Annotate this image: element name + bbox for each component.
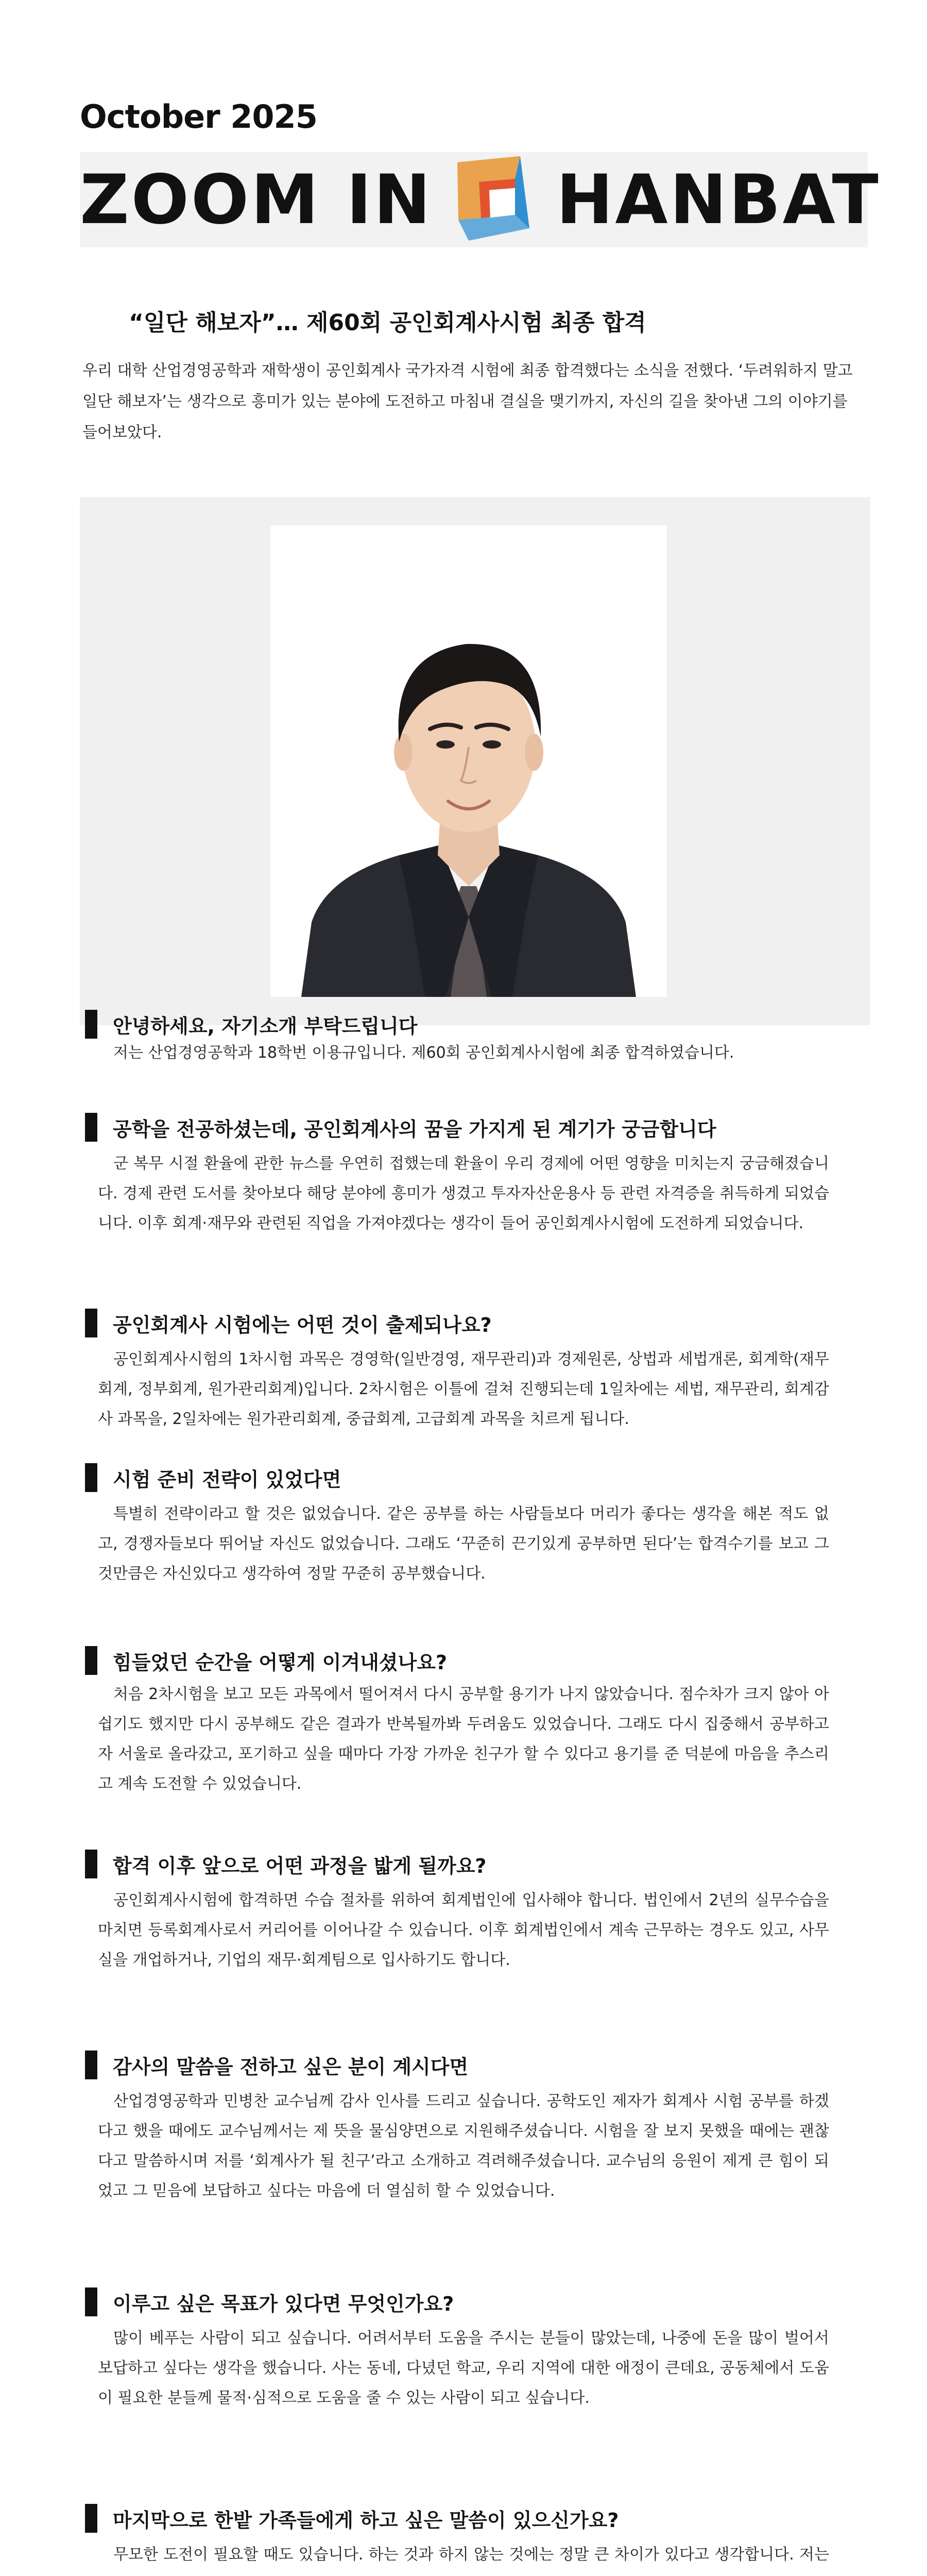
question-text: 이루고 싶은 목표가 있다면 무엇인가요? bbox=[113, 2292, 454, 2315]
answer-2: 군 복무 시절 환율에 관한 뉴스를 우연히 접했는데 환율이 우리 경제에 어떤 영향을 미치는지 궁금해졌습니다. 경제 관련 도서를 찾아보다 해당 분야에 흥미가 생겼고 투자자산운용사 등 관련 자격증을 취득하게 되었습니다. 이후 회계·재무와 관련된 직업을 가져야겠다는 생각이 들어 공인회계사시험에 도전하게 되었습니다. bbox=[98, 1155, 829, 1232]
hanbat-logo-mark-icon bbox=[443, 152, 538, 247]
heading-bar bbox=[85, 2504, 97, 2533]
portrait-frame bbox=[80, 497, 870, 1025]
answer-7: 산업경영공학과 민병찬 교수님께 감사 인사를 드리고 싶습니다. 공학도인 제자가 회계사 시험 공부를 하겠다고 했을 때에도 교수님께서는 제 뜻을 물심양면으로 지원해주셨습니다. 시험을 잘 보지 못했을 때에는 괜찮다고 말씀하시며 저를 ‘회계사가 될 친구’라고 소개하고 격려해주셨습니다. 교수님의 응원이 제게 큰 힘이 되었고 그 믿음에 보답하고 싶다는 마음에 더 열심히 할 수 있었습니다. bbox=[98, 2092, 829, 2200]
answer-1: 저는 산업경영공학과 18학번 이용규입니다. 제60회 공인회계사시험에 최종 합격하였습니다. bbox=[113, 1044, 734, 1062]
issue-date: October 2025 bbox=[80, 98, 317, 135]
question-text: 안녕하세요, 자기소개 부탁드립니다 bbox=[113, 1014, 418, 1038]
question-text: 공인회계사 시험에는 어떤 것이 출제되나요? bbox=[113, 1313, 492, 1336]
heading-bar bbox=[85, 1309, 97, 1337]
qa-heading-8 bbox=[85, 2287, 454, 2316]
answer-5: 처음 2차시험을 보고 모든 과목에서 떨어져서 다시 공부할 용기가 나지 않았습니다. 점수차가 크지 않아 아쉽기도 했지만 다시 공부해도 같은 결과가 반복될까봐 두려움도 있었습니다. 그래도 다시 집중해서 공부하고자 서울로 올라갔고, 포기하고 싶을 때마다 가장 가까운 친구가 할 수 있다고 용기를 준 덕분에 마음을 추스리고 계속 도전할 수 있었습니다. bbox=[98, 1685, 829, 1793]
answer-4: 특별히 전략이라고 할 것은 없었습니다. 같은 공부를 하는 사람들보다 머리가 좋다는 생각을 해본 적도 없고, 경쟁자들보다 뛰어날 자신도 없었습니다. 그래도 ‘꾸준히 끈기있게 공부하면 된다’는 합격수기를 보고 그것만큼은 자신있다고 생각하여 정말 꾸준히 공부했습니다. bbox=[98, 1505, 829, 1583]
answer-6: 공인회계사시험에 합격하면 수습 절차를 위하여 회계법인에 입사해야 합니다. 법인에서 2년의 실무수습을 마치면 등록회계사로서 커리어를 이어나갈 수 있습니다. 이후 회계법인에서 계속 근무하는 경우도 있고, 사무실을 개업하거나, 기업의 재무·회계팀으로 입사하기도 합니다. bbox=[98, 1891, 829, 1969]
zoom-in-hanbat-banner bbox=[80, 152, 881, 247]
qa-heading-7 bbox=[85, 2050, 468, 2079]
qa-heading-2 bbox=[85, 1113, 716, 1142]
heading-bar bbox=[85, 1850, 97, 1878]
qa-heading-6 bbox=[85, 1850, 486, 1878]
heading-bar bbox=[85, 2050, 97, 2079]
qa-heading-5 bbox=[85, 1646, 447, 1675]
qa-heading-9 bbox=[85, 2504, 619, 2533]
question-text: 합격 이후 앞으로 어떤 과정을 밟게 될까요? bbox=[113, 1854, 487, 1877]
question-text: 마지막으로 한밭 가족들에게 하고 싶은 말씀이 있으신가요? bbox=[113, 2509, 619, 2532]
qa-heading-4 bbox=[85, 1463, 341, 1492]
article-lede: 우리 대학 산업경영공학과 재학생이 공인회계사 국가자격 시험에 최종 합격했다는 소식을 전했다. ‘두려워하지 말고 일단 해보자’는 생각으로 흥미가 있는 분야에 도전하고 마침내 결실을 맺기까지, 자신의 길을 찾아낸 그의 이야기를 들어보았다. bbox=[82, 362, 853, 442]
heading-bar bbox=[85, 1010, 97, 1039]
answer-9: 무모한 도전이 필요할 때도 있습니다. 하는 것과 하지 않는 것에는 정말 큰 차이가 있다고 생각합니다. 저는 bbox=[113, 2546, 829, 2564]
heading-bar bbox=[85, 1463, 97, 1492]
qa-heading-1 bbox=[85, 1010, 418, 1039]
question-text: 감사의 말씀을 전하고 싶은 분이 계시다면 bbox=[113, 2055, 469, 2078]
answer-3: 공인회계사시험의 1차시험 과목은 경영학(일반경영, 재무관리)과 경제원론, 상법과 세법개론, 회계학(재무회계, 정부회계, 원가관리회계)입니다. 2차시험은 이틀에 걸쳐 진행되는데 1일차에는 세법, 재무관리, 회계감사 과목을, 2일차에는 원가관리회계, 중급회계, 고급회계 과목을 치르게 됩니다. bbox=[98, 1350, 829, 1428]
logo-text-hanbat: HANBAT bbox=[556, 160, 881, 240]
question-text: 힘들었던 순간을 어떻게 이겨내셨나요? bbox=[113, 1651, 448, 1674]
answer-8: 많이 베푸는 사람이 되고 싶습니다. 어려서부터 도움을 주시는 분들이 많았는데, 나중에 돈을 많이 벌어서 보답하고 싶다는 생각을 했습니다. 사는 동네, 다녔던 학교, 우리 지역에 대한 애정이 큰데요, 공동체에서 도움이 필요한 분들께 물적·심적으로 도움을 줄 수 있는 사람이 되고 싶습니다. bbox=[98, 2329, 829, 2407]
question-text: 공학을 전공하셨는데, 공인회계사의 꿈을 가지게 된 계기가 궁금합니다 bbox=[113, 1117, 716, 1141]
qa-heading-3 bbox=[85, 1309, 492, 1337]
portrait-illustration bbox=[270, 526, 667, 997]
logo-text-zoom-in: ZOOM IN bbox=[80, 160, 433, 240]
heading-bar bbox=[85, 1646, 97, 1675]
portrait-photo bbox=[270, 526, 667, 997]
heading-bar bbox=[85, 2287, 97, 2316]
article-title: “일단 해보자”… 제60회 공인회계사시험 최종 합격 bbox=[129, 310, 646, 336]
question-text: 시험 준비 전략이 있었다면 bbox=[113, 1468, 341, 1491]
heading-bar bbox=[85, 1113, 97, 1142]
